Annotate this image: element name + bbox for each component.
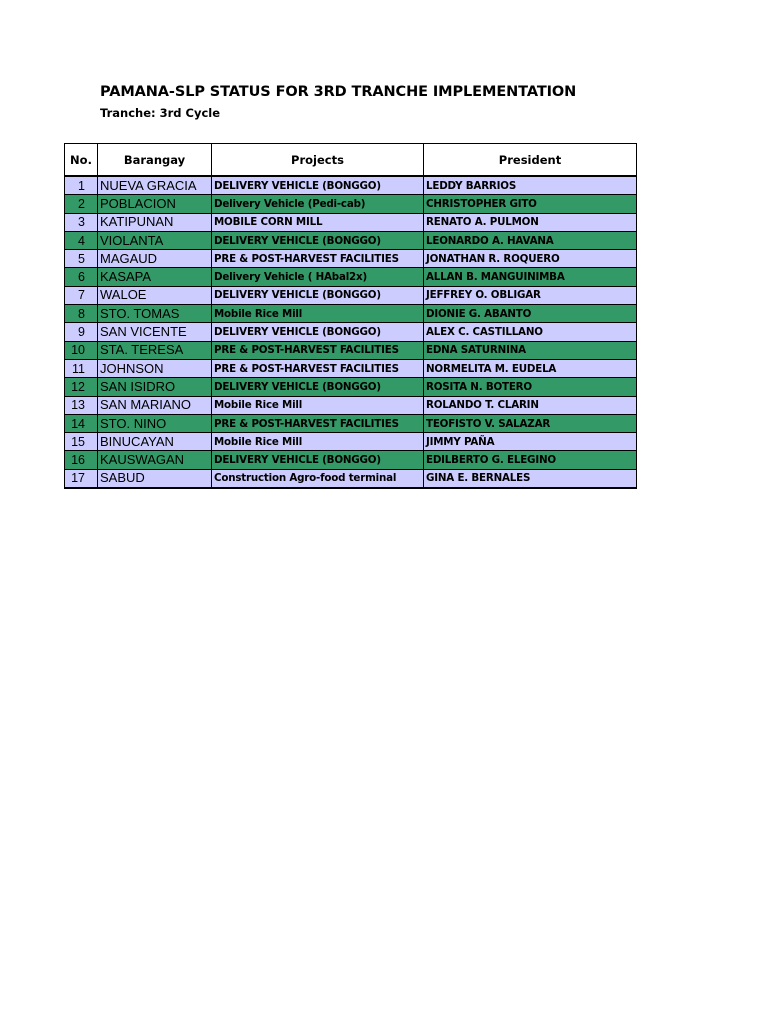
row-number: 8 bbox=[65, 305, 98, 323]
row-barangay: SABUD bbox=[98, 469, 212, 488]
row-number: 16 bbox=[65, 451, 98, 469]
table-row bbox=[65, 286, 637, 304]
row-barangay: STO. TOMAS bbox=[98, 305, 212, 323]
row-barangay: KAUSWAGAN bbox=[98, 451, 212, 469]
row-project: DELIVERY VEHICLE (BONGGO) bbox=[212, 231, 424, 249]
row-project: Mobile Rice Mill bbox=[212, 433, 424, 451]
row-barangay: SAN ISIDRO bbox=[98, 378, 212, 396]
row-number: 12 bbox=[65, 378, 98, 396]
header-row bbox=[65, 144, 637, 177]
table-row bbox=[65, 250, 637, 268]
row-number: 17 bbox=[65, 469, 98, 488]
row-president: NORMELITA M. EUDELA bbox=[424, 359, 637, 377]
row-number: 4 bbox=[65, 231, 98, 249]
table-row bbox=[65, 268, 637, 286]
row-project: Mobile Rice Mill bbox=[212, 305, 424, 323]
row-project: Mobile Rice Mill bbox=[212, 396, 424, 414]
row-president: EDILBERTO G. ELEGINO bbox=[424, 451, 637, 469]
header-president: President bbox=[424, 144, 637, 177]
row-number: 10 bbox=[65, 341, 98, 359]
table-row bbox=[65, 323, 637, 341]
row-president: LEDDY BARRIOS bbox=[424, 176, 637, 195]
row-number: 9 bbox=[65, 323, 98, 341]
row-project: PRE & POST-HARVEST FACILITIES bbox=[212, 414, 424, 432]
row-president: ALEX C. CASTILLANO bbox=[424, 323, 637, 341]
row-barangay: JOHNSON bbox=[98, 359, 212, 377]
table-body bbox=[65, 176, 637, 488]
table-row bbox=[65, 195, 637, 213]
row-president: EDNA SATURNINA bbox=[424, 341, 637, 359]
row-project: Delivery Vehicle (Pedi-cab) bbox=[212, 195, 424, 213]
table-row bbox=[65, 469, 637, 488]
row-president: RENATO A. PULMON bbox=[424, 213, 637, 231]
row-barangay: NUEVA GRACIA bbox=[98, 176, 212, 195]
row-project: DELIVERY VEHICLE (BONGGO) bbox=[212, 378, 424, 396]
header-projects: Projects bbox=[212, 144, 424, 177]
row-project: PRE & POST-HARVEST FACILITIES bbox=[212, 341, 424, 359]
row-number: 7 bbox=[65, 286, 98, 304]
row-project: MOBILE CORN MILL bbox=[212, 213, 424, 231]
row-president: JIMMY PAÑA bbox=[424, 433, 637, 451]
row-number: 15 bbox=[65, 433, 98, 451]
table-row bbox=[65, 231, 637, 249]
row-president: LEONARDO A. HAVANA bbox=[424, 231, 637, 249]
table-row bbox=[65, 341, 637, 359]
row-president: ALLAN B. MANGUINIMBA bbox=[424, 268, 637, 286]
table-row bbox=[65, 176, 637, 195]
row-barangay: SAN MARIANO bbox=[98, 396, 212, 414]
row-president: CHRISTOPHER GITO bbox=[424, 195, 637, 213]
row-project: PRE & POST-HARVEST FACILITIES bbox=[212, 250, 424, 268]
row-president: ROSITA N. BOTERO bbox=[424, 378, 637, 396]
table-row bbox=[65, 305, 637, 323]
row-project: Construction Agro-food terminal bbox=[212, 469, 424, 488]
row-project: DELIVERY VEHICLE (BONGGO) bbox=[212, 176, 424, 195]
row-barangay: BINUCAYAN bbox=[98, 433, 212, 451]
row-number: 6 bbox=[65, 268, 98, 286]
row-president: DIONIE G. ABANTO bbox=[424, 305, 637, 323]
table-row bbox=[65, 359, 637, 377]
row-president: TEOFISTO V. SALAZAR bbox=[424, 414, 637, 432]
table-row bbox=[65, 451, 637, 469]
row-barangay: WALOE bbox=[98, 286, 212, 304]
row-number: 3 bbox=[65, 213, 98, 231]
table-row bbox=[65, 433, 637, 451]
row-project: PRE & POST-HARVEST FACILITIES bbox=[212, 359, 424, 377]
row-barangay: KATIPUNAN bbox=[98, 213, 212, 231]
document-subtitle: Tranche: 3rd Cycle bbox=[100, 106, 221, 120]
row-president: GINA E. BERNALES bbox=[424, 469, 637, 488]
row-number: 5 bbox=[65, 250, 98, 268]
row-project: DELIVERY VEHICLE (BONGGO) bbox=[212, 286, 424, 304]
row-number: 2 bbox=[65, 195, 98, 213]
row-project: DELIVERY VEHICLE (BONGGO) bbox=[212, 323, 424, 341]
row-barangay: KASAPA bbox=[98, 268, 212, 286]
row-project: Delivery Vehicle ( HAbal2x) bbox=[212, 268, 424, 286]
header-no: No. bbox=[65, 144, 98, 177]
row-barangay: STO. NINO bbox=[98, 414, 212, 432]
row-number: 13 bbox=[65, 396, 98, 414]
row-barangay: POBLACION bbox=[98, 195, 212, 213]
row-barangay: MAGAUD bbox=[98, 250, 212, 268]
status-table bbox=[64, 143, 637, 489]
document-title: PAMANA-SLP STATUS FOR 3RD TRANCHE IMPLEMENTATION bbox=[100, 84, 577, 100]
row-number: 11 bbox=[65, 359, 98, 377]
row-president: ROLANDO T. CLARIN bbox=[424, 396, 637, 414]
table-row bbox=[65, 414, 637, 432]
table-header bbox=[65, 144, 637, 177]
row-number: 14 bbox=[65, 414, 98, 432]
table-row bbox=[65, 213, 637, 231]
table-row bbox=[65, 378, 637, 396]
row-barangay: SAN VICENTE bbox=[98, 323, 212, 341]
row-president: JONATHAN R. ROQUERO bbox=[424, 250, 637, 268]
row-barangay: VIOLANTA bbox=[98, 231, 212, 249]
header-barangay: Barangay bbox=[98, 144, 212, 177]
row-president: JEFFREY O. OBLIGAR bbox=[424, 286, 637, 304]
row-number: 1 bbox=[65, 176, 98, 195]
row-project: DELIVERY VEHICLE (BONGGO) bbox=[212, 451, 424, 469]
row-barangay: STA. TERESA bbox=[98, 341, 212, 359]
table-row bbox=[65, 396, 637, 414]
